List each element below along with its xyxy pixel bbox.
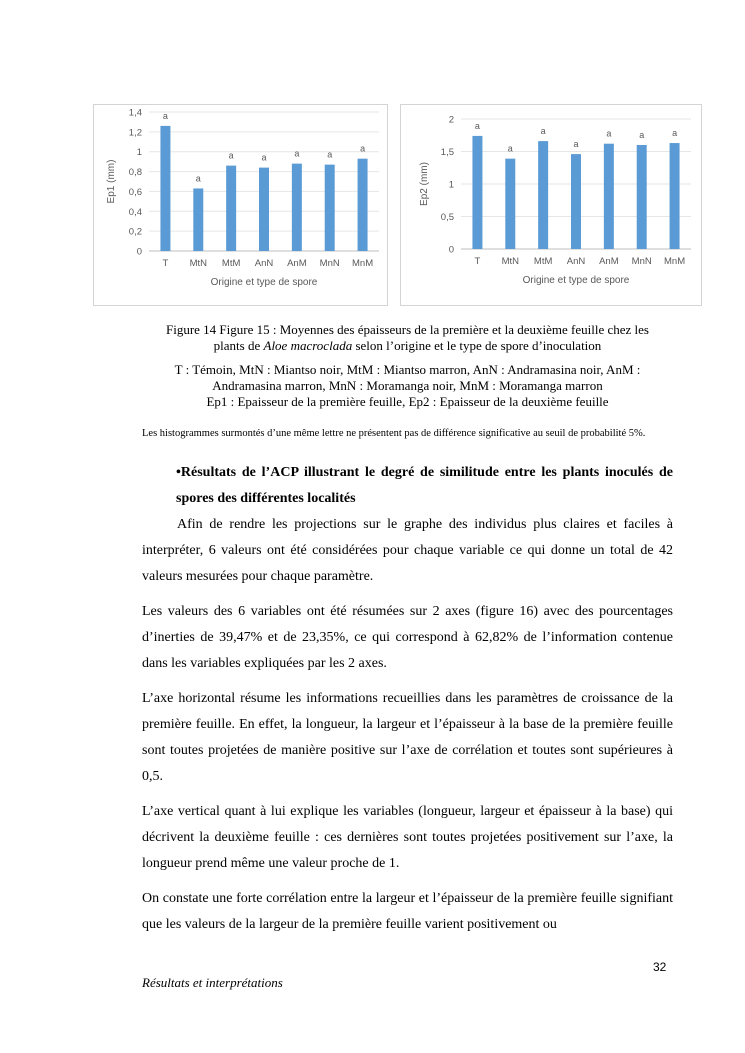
chart-ep1 (93, 104, 388, 306)
y-tick-label: 1 (448, 179, 454, 191)
x-tick-label: T (162, 258, 169, 269)
x-tick-label: MtM (221, 258, 241, 269)
bar-T (472, 136, 482, 249)
y-tick-label: 1 (136, 147, 142, 159)
y-tick-label: 1,2 (128, 127, 142, 139)
caption-line-2-end: selon l’origine et le type de spore d’inoculation (352, 338, 602, 353)
section-heading-text: Résultats de l’ACP illustrant le degré de similitude entre les plants inoculés de spores des différentes localités (176, 465, 673, 506)
y-tick-label: 0 (448, 244, 454, 256)
caption-line-2-start: plants de (213, 338, 264, 353)
y-tick-label: 1,5 (440, 147, 454, 158)
bar-MnN (325, 165, 335, 251)
x-tick-label: AnM (287, 258, 307, 269)
bar-AnN (571, 154, 581, 249)
bar-T (160, 126, 170, 251)
y-tick-label: 1,4 (128, 107, 142, 119)
bar-MnN (637, 145, 647, 249)
legend-line-2: Andramasina marron, MnN : Moramanga noir, MnM : Moramanga marron (212, 378, 603, 393)
paragraph-5: On constate une forte corrélation entre la largeur et l’épaisseur de la première feuille signifiant que les valeurs de la largeur de la première feuille varient positivement ou (142, 891, 673, 932)
y-tick-label: 0,8 (128, 167, 142, 179)
x-axis-title: Origine et type de spore (522, 275, 630, 286)
bar-MnM (670, 143, 680, 249)
x-tick-label: MtN (501, 256, 519, 267)
bar-AnN (259, 168, 269, 251)
x-tick-label: MnM (352, 258, 374, 269)
data-label: a (573, 139, 579, 150)
bar-MtN (505, 159, 515, 249)
y-tick-label: 0,6 (128, 186, 142, 198)
chart-ep1-svg (94, 105, 387, 305)
bullet-icon: • (176, 465, 181, 480)
data-label: a (672, 128, 678, 139)
data-label: a (261, 152, 267, 163)
y-tick-label: 0 (136, 246, 142, 258)
data-label: a (540, 126, 546, 137)
data-label: a (228, 150, 234, 161)
y-axis-title: Ep1 (mm) (106, 159, 117, 204)
y-tick-label: 0,4 (128, 206, 142, 218)
caption-line-2 (140, 338, 675, 354)
bar-AnM (604, 144, 614, 249)
data-label: a (639, 130, 645, 140)
y-tick-label: 0,5 (440, 212, 454, 223)
x-tick-label: AnN (254, 258, 274, 269)
section-heading (176, 460, 673, 512)
x-axis-title: Origine et type de spore (210, 277, 318, 288)
figure-caption (140, 322, 675, 354)
legend-line-3: Ep1 : Epaisseur de la première feuille, Ep2 : Epaisseur de la deuxième feuille (206, 394, 609, 409)
caption-line-1: Figure 14 Figure 15 : Moyennes des épaisseurs de la première et la deuxième feuille chez les (165, 322, 649, 337)
bar-MnM (358, 159, 368, 251)
y-axis-title: Ep2 (mm) (419, 162, 430, 206)
x-tick-label: MnM (664, 256, 686, 267)
paragraph-1: Afin de rendre les projections sur le graphe des individus plus claires et faciles à interpréter, 6 valeurs ont été considérées pour chaque variable ce qui donne un total de 42 valeurs mesurées pour chaque paramètre. (142, 517, 673, 584)
paragraph-4: L’axe vertical quant à lui explique les variables (longueur, largeur et épaisseur à la base) qui décrivent la deuxième feuille : ces dernières sont toutes projetées positivement sur l’axe, la longueur prend même une valeur proche de 1. (142, 804, 673, 871)
bar-MtM (226, 166, 236, 251)
paragraph-3: L’axe horizontal résume les informations recueillies dans les paramètres de croissance de la première feuille. En effet, la longueur, la largeur et l’épaisseur à la base de la première feuille sont toutes projetées de manière positive sur l’axe de corrélation et toutes sont supérieures à 0,5. (142, 691, 673, 784)
data-label: a (507, 143, 513, 154)
chart-ep2-svg (401, 105, 701, 305)
running-footer: Résultats et interprétations (142, 975, 283, 990)
data-label: a (474, 120, 480, 131)
significance-note: Les histogrammes surmontés d’une même lettre ne présentent pas de différence significative au seuil de probabilité 5%. (142, 428, 646, 439)
x-tick-label: MnN (319, 258, 340, 269)
chart-ep2 (400, 104, 702, 306)
data-label: a (606, 128, 612, 139)
data-label: a (162, 110, 168, 121)
y-tick-label: 2 (448, 114, 454, 126)
figure-legend (140, 362, 675, 410)
bar-MtM (538, 141, 548, 249)
x-tick-label: AnN (566, 256, 586, 267)
x-tick-label: T (474, 256, 481, 267)
x-tick-label: MtN (189, 258, 207, 269)
y-tick-label: 0,2 (128, 226, 142, 238)
bar-MtN (193, 188, 203, 251)
caption-species: Aloe macroclada (263, 338, 353, 353)
data-label: a (327, 149, 333, 160)
data-label: a (294, 148, 300, 159)
bar-AnM (292, 164, 302, 251)
data-label: a (360, 143, 366, 154)
legend-line-1: T : Témoin, MtN : Miantso noir, MtM : Miantso marron, AnN : Andramasina noir, AnM : (174, 362, 641, 377)
x-tick-label: AnM (599, 256, 619, 267)
paragraph-2: Les valeurs des 6 variables ont été résumées sur 2 axes (figure 16) avec des pourcentages d’inerties de 39,47% et de 23,35%, ce qui correspond à 62,82% de l’information contenue dans les variables expliquées par les 2 axes. (142, 604, 673, 671)
x-tick-label: MnN (631, 256, 652, 267)
x-tick-label: MtM (533, 256, 553, 267)
data-label: a (195, 173, 201, 184)
page-number: 32 (653, 960, 667, 974)
